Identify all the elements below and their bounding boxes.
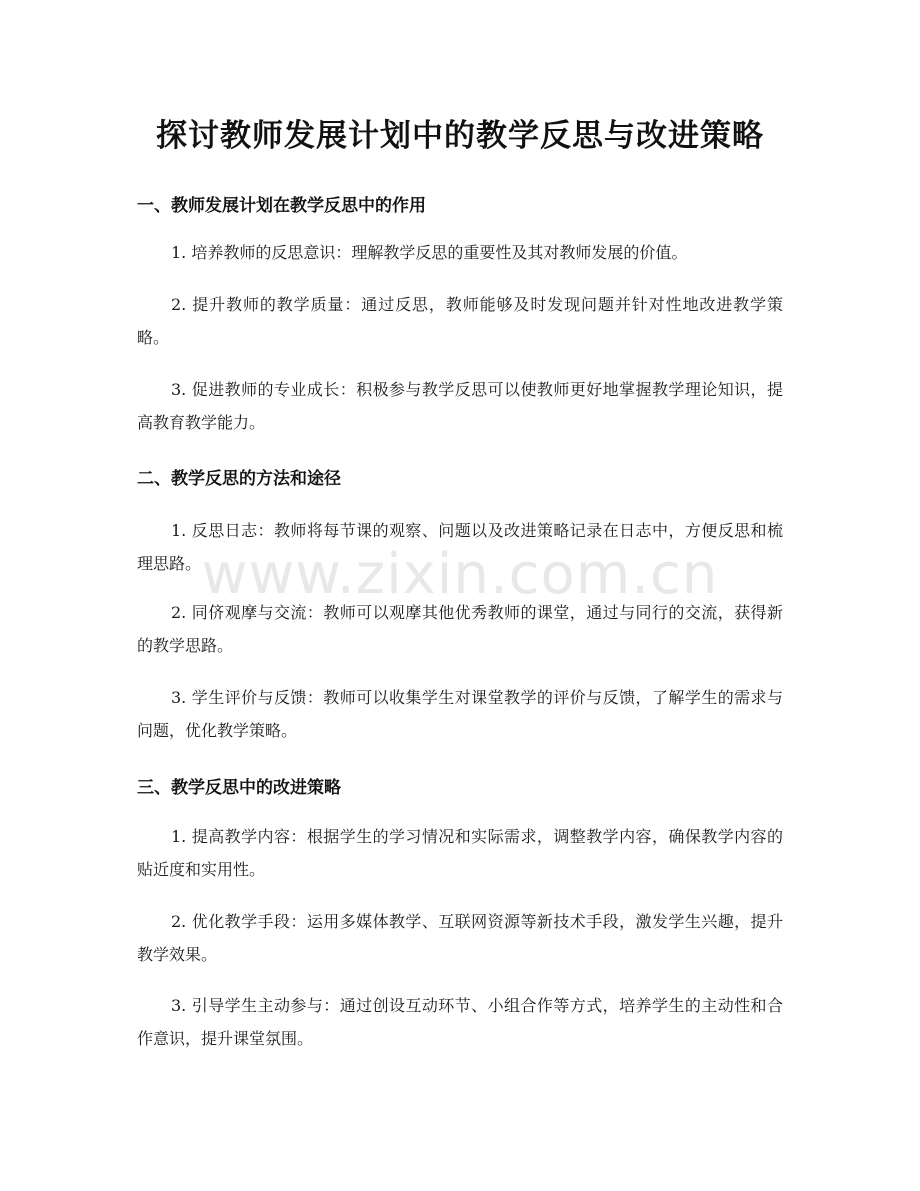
section-2-item-1: 1. 反思日志：教师将每节课的观察、问题以及改进策略记录在日志中，方便反思和梳理思路。 [137, 521, 783, 573]
section-1-item-1: 1. 培养教师的反思意识：理解教学反思的重要性及其对教师发展的价值。 [171, 243, 688, 262]
section-3-item-3: 3. 引导学生主动参与：通过创设互动环节、小组合作等方式，培养学生的主动性和合作意识，提升课堂氛围。 [137, 996, 783, 1048]
section-1-item-2: 2. 提升教师的教学质量：通过反思，教师能够及时发现问题并针对性地改进教学策略。 [137, 295, 783, 347]
section-1-item-3: 3. 促进教师的专业成长：积极参与教学反思可以使教师更好地掌握教学理论知识，提高教育教学能力。 [137, 380, 783, 432]
section-heading-2: 二、教学反思的方法和途径 [137, 469, 341, 489]
section-3-item-1: 1. 提高教学内容：根据学生的学习情况和实际需求，调整教学内容，确保教学内容的贴近度和实用性。 [137, 827, 783, 879]
section-2-item-3: 3. 学生评价与反馈：教师可以收集学生对课堂教学的评价与反馈，了解学生的需求与问题，优化教学策略。 [137, 688, 783, 740]
section-3-item-2: 2. 优化教学手段：运用多媒体教学、互联网资源等新技术手段，激发学生兴趣，提升教学效果。 [137, 912, 783, 964]
section-heading-1: 一、教师发展计划在教学反思中的作用 [137, 196, 426, 216]
section-2-item-2: 2. 同侪观摩与交流：教师可以观摩其他优秀教师的课堂，通过与同行的交流，获得新的教学思路。 [137, 603, 783, 655]
section-heading-3: 三、教学反思中的改进策略 [137, 778, 341, 798]
document-title: 探讨教师发展计划中的教学反思与改进策略 [156, 118, 764, 154]
watermark: www.zixin.com.cn [201, 542, 719, 607]
